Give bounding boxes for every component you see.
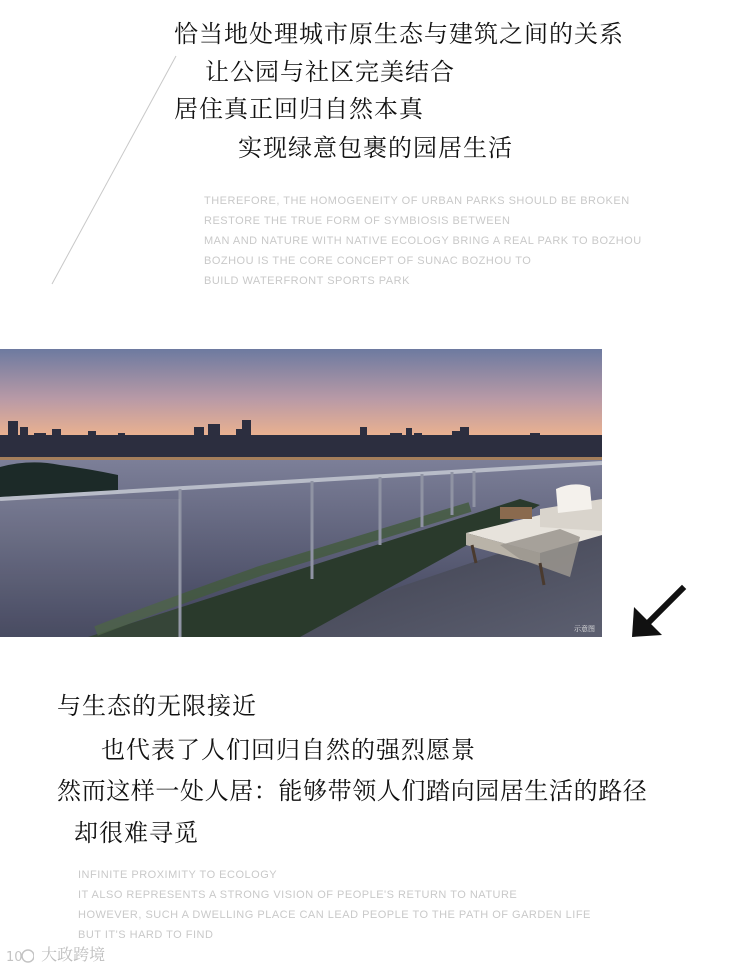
outro-en-line-3: HOWEVER, SUCH A DWELLING PLACE CAN LEAD PEOPLE TO THE PATH OF GARDEN LIFE bbox=[78, 909, 591, 921]
watermark-logo-icon bbox=[6, 947, 34, 965]
outro-en-line-2: IT ALSO REPRESENTS A STRONG VISION OF PEOPLE'S RETURN TO NATURE bbox=[78, 889, 518, 901]
intro-line-4: 实现绿意包裹的园居生活 bbox=[238, 134, 513, 162]
watermark bbox=[6, 944, 105, 966]
intro-line-1: 恰当地处理城市原生态与建筑之间的关系 bbox=[174, 20, 624, 48]
balcony-photo bbox=[0, 349, 602, 637]
intro-en-line-5: BUILD WATERFRONT SPORTS PARK bbox=[204, 275, 410, 287]
intro-en-line-1: THEREFORE, THE HOMOGENEITY OF URBAN PARKS SHOULD BE BROKEN bbox=[204, 195, 630, 207]
outro-line-1: 与生态的无限接近 bbox=[57, 692, 257, 720]
intro-line-3: 居住真正回归自然本真 bbox=[174, 95, 424, 123]
photo-caption: 示意图 bbox=[574, 625, 595, 633]
intro-en-line-3: MAN AND NATURE WITH NATIVE ECOLOGY BRING A REAL PARK TO BOZHOU bbox=[204, 235, 642, 247]
outro-en-line-4: BUT IT'S HARD TO FIND bbox=[78, 929, 214, 941]
intro-en-line-4: BOZHOU IS THE CORE CONCEPT OF SUNAC BOZHOU TO bbox=[204, 255, 532, 267]
arrow-down-left-icon bbox=[628, 583, 688, 641]
decorative-diagonal-line bbox=[40, 50, 190, 290]
svg-text:10: 10 bbox=[6, 949, 23, 965]
outro-line-3: 然而这样一处人居：能够带领人们踏向园居生活的路径 bbox=[57, 777, 648, 805]
outro-line-4: 却很难寻觅 bbox=[74, 819, 199, 847]
outro-en-line-1: INFINITE PROXIMITY TO ECOLOGY bbox=[78, 869, 278, 881]
intro-en-line-2: RESTORE THE TRUE FORM OF SYMBIOSIS BETWEEN bbox=[204, 215, 511, 227]
intro-line-2: 让公园与社区完美结合 bbox=[205, 58, 455, 86]
watermark-text: 大政跨境 bbox=[41, 945, 106, 964]
outro-line-2: 也代表了人们回归自然的强烈愿景 bbox=[101, 736, 476, 764]
